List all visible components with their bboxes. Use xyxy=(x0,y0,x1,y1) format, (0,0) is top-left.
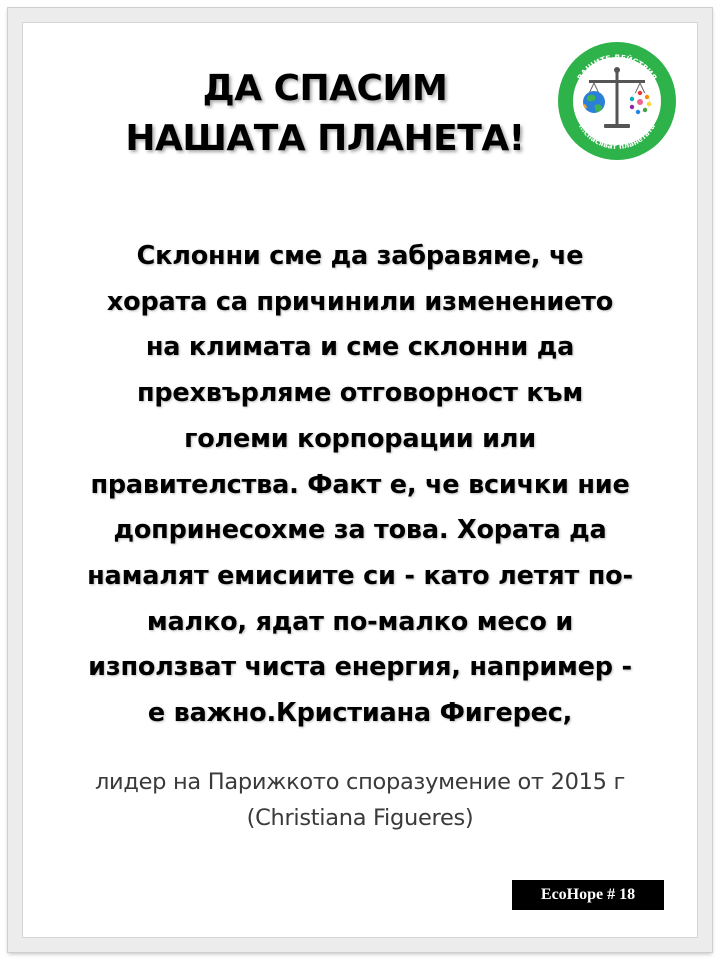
quote-line: е важно.Кристиана Фигерес, xyxy=(147,698,573,729)
quote-line: Склонни сме да забравяме, че xyxy=(136,241,584,271)
quote-line: използват чиста енергия, например - xyxy=(88,652,632,683)
title-line-2: НАШАТА ПЛАНЕТА! xyxy=(125,118,525,159)
title-line-1: ДА СПАСИМ xyxy=(202,68,448,109)
attribution-line-2: (Christiana Figueres) xyxy=(246,805,474,831)
quote-line: хората са причинили изменението xyxy=(106,286,614,317)
quote-line: прехвърляме отговорност към xyxy=(136,378,584,409)
quote-line: допринесохме за това. Хората да xyxy=(113,515,607,546)
quote-line: на климата и сме склонни да xyxy=(145,332,575,363)
quote-text xyxy=(48,234,672,737)
page-title xyxy=(60,64,590,164)
issue-badge: EcoHope # 18 xyxy=(512,880,664,910)
quote-line: големи корпорации или xyxy=(184,423,536,454)
quote-line: правителства. Факт е, че всички ние xyxy=(90,469,630,500)
logo-bottom-text: ...спасяват планетата xyxy=(576,122,658,152)
globe-icon xyxy=(583,91,605,113)
attribution xyxy=(20,764,700,836)
attribution-line-1: лидер на Парижкото споразумение от 2015 г xyxy=(94,769,626,795)
logo xyxy=(556,40,678,162)
logo-top-text: ВАШИТЕ ДЕЙСТВИЯ xyxy=(575,52,659,82)
quote-line: намалят емисиите си - като летят по- xyxy=(87,560,633,591)
quote-line: малко, ядат по-малко месо и xyxy=(146,606,574,637)
